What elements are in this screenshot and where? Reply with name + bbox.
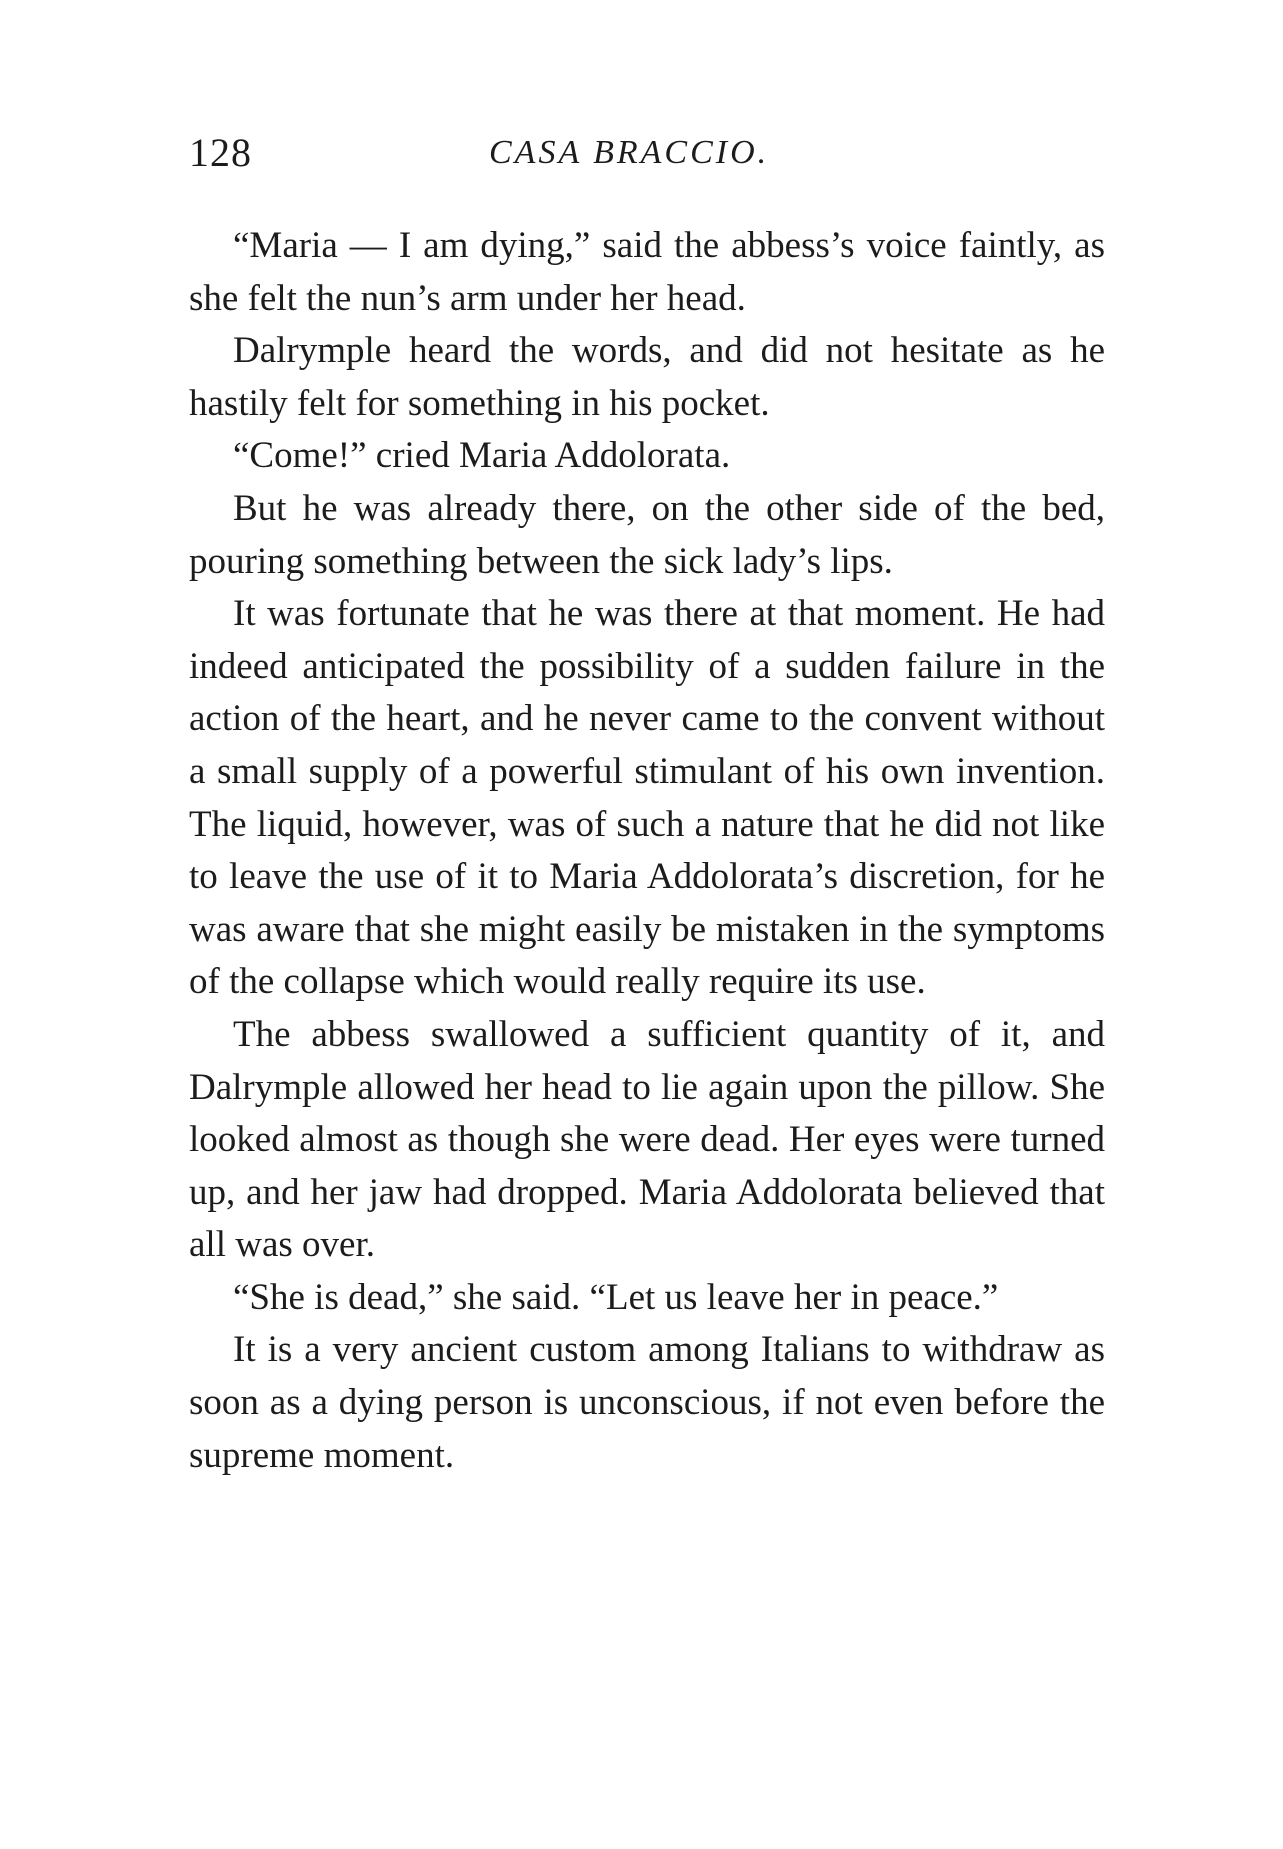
paragraph: The abbess swallowed a sufficient quantity of it, and Dalrymple allowed her head to lie again upon the pillow. She looked almost as though she were dead. Her eyes were turned up, and her jaw had dropped. Maria Addolorata believed that all was over. bbox=[189, 1013, 1105, 1266]
paragraph: “Come!” cried Maria Addolorata. bbox=[233, 435, 731, 477]
paragraph: It was fortunate that he was there at that moment. He had indeed anticipated the possibility of a sudden failure in the action of the heart, and he never came to the convent without a small supply of a powerful stimulant of his own invention. The liquid, however, was of such a nature that he did not like to leave the use of it to Maria Addolorata’s discretion, for he was aware that she might easily be mistaken in the symptoms of the collapse which would really require its use. bbox=[189, 593, 1105, 1003]
page-number: 128 bbox=[189, 130, 252, 175]
paragraph: “She is dead,” she said. “Let us leave her in peace.” bbox=[233, 1276, 999, 1318]
running-title: CASA BRACCIO. bbox=[489, 134, 770, 171]
paragraph: “Maria — I am dying,” said the abbess’s voice faintly, as she felt the nun’s arm under her head. bbox=[189, 225, 1105, 319]
paragraph: It is a very ancient custom among Italians to withdraw as soon as a dying person is unconscious, if not even before the supreme moment. bbox=[189, 1329, 1105, 1476]
body-text bbox=[189, 220, 1105, 1482]
page-header bbox=[189, 128, 1109, 178]
paragraph: Dalrymple heard the words, and did not hesitate as he hastily felt for something in his pocket. bbox=[189, 330, 1105, 424]
paragraph: But he was already there, on the other side of the bed, pouring something between the sick lady’s lips. bbox=[189, 487, 1105, 582]
